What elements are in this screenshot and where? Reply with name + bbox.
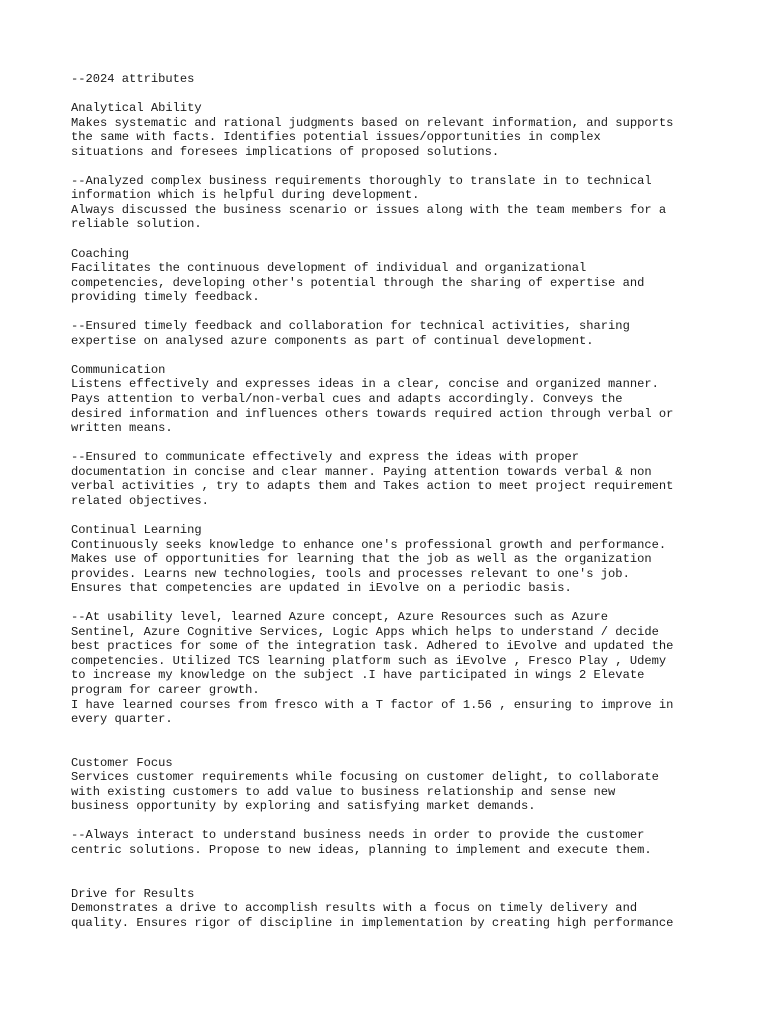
text-line: Facilitates the continuous development of individual and organizational bbox=[71, 261, 587, 276]
text-line: Services customer requirements while focusing on customer delight, to collaborate bbox=[71, 770, 659, 785]
text-line: Continual Learning bbox=[71, 522, 202, 537]
text-line: Customer Focus bbox=[71, 755, 173, 770]
text-line: the same with facts. Identifies potential issues/opportunities in complex bbox=[71, 130, 601, 145]
text-line: to increase my knowledge on the subject .I have participated in wings 2 Elevate bbox=[71, 668, 645, 683]
blank-line bbox=[71, 508, 711, 523]
text-line: provides. Learns new technologies, tools and processes relevant to one's job. bbox=[71, 566, 630, 581]
text-line: --2024 attributes bbox=[71, 72, 195, 86]
text-line: Coaching bbox=[71, 246, 130, 261]
text-line: --At usability level, learned Azure concept, Azure Resources such as Azure bbox=[71, 610, 609, 625]
text-line: --Ensured to communicate effectively and express the ideas with proper bbox=[71, 450, 580, 465]
text-line: centric solutions. Propose to new ideas, planning to implement and execute them. bbox=[71, 842, 652, 857]
text-line: Communication bbox=[71, 362, 166, 377]
text-line: related objectives. bbox=[71, 493, 209, 508]
blank-line bbox=[71, 87, 711, 102]
text-line: business opportunity by exploring and satisfying market demands. bbox=[71, 799, 536, 814]
blank-line bbox=[71, 232, 711, 247]
text-line: with existing customers to add value to business relationship and sense new bbox=[71, 784, 616, 799]
text-line: Ensures that competencies are updated in iEvolve on a periodic basis. bbox=[71, 581, 572, 596]
text-line: Always discussed the business scenario or issues along with the team members for a bbox=[71, 202, 667, 217]
blank-line bbox=[71, 596, 711, 611]
text-line: verbal activities , try to adapts them and Takes action to meet project requirement bbox=[71, 479, 674, 494]
blank-line bbox=[71, 727, 711, 742]
document-body bbox=[71, 72, 711, 930]
text-line: best practices for some of the integration task. Adhered to iEvolve and updated the bbox=[71, 639, 674, 654]
blank-line bbox=[71, 814, 711, 829]
text-line: Makes use of opportunities for learning that the job as well as the organization bbox=[71, 552, 652, 567]
text-line: Sentinel, Azure Cognitive Services, Logic Apps which helps to understand / decide bbox=[71, 624, 659, 639]
text-line: reliable solution. bbox=[71, 217, 202, 232]
text-line: situations and foresees implications of proposed solutions. bbox=[71, 144, 500, 159]
blank-line bbox=[71, 305, 711, 320]
text-line: every quarter. bbox=[71, 712, 173, 727]
text-line: Drive for Results bbox=[71, 886, 195, 901]
text-line: written means. bbox=[71, 421, 173, 436]
blank-line bbox=[71, 858, 711, 873]
text-line: desired information and influences others towards required action through verbal or bbox=[71, 406, 674, 421]
text-line: Analytical Ability bbox=[71, 101, 202, 116]
text-line: expertise on analysed azure components as part of continual development. bbox=[71, 333, 594, 348]
text-line: Continuously seeks knowledge to enhance one's professional growth and performance. bbox=[71, 537, 667, 552]
text-line: providing timely feedback. bbox=[71, 290, 260, 305]
blank-line bbox=[71, 741, 711, 756]
text-line: --Always interact to understand business needs in order to provide the customer bbox=[71, 828, 645, 843]
text-line: --Ensured timely feedback and collaboration for technical activities, sharing bbox=[71, 319, 630, 334]
text-line: Listens effectively and expresses ideas in a clear, concise and organized manner. bbox=[71, 377, 659, 392]
text-line: Demonstrates a drive to accomplish results with a focus on timely delivery and bbox=[71, 901, 638, 916]
text-line: --Analyzed complex business requirements thoroughly to translate in to technical bbox=[71, 173, 652, 188]
text-line: Pays attention to verbal/non-verbal cues and adapts accordingly. Conveys the bbox=[71, 392, 623, 407]
text-line: information which is helpful during development. bbox=[71, 188, 420, 203]
blank-line bbox=[71, 872, 711, 887]
blank-line bbox=[71, 348, 711, 363]
text-line: Makes systematic and rational judgments based on relevant information, and supports bbox=[71, 115, 674, 130]
text-line: program for career growth. bbox=[71, 682, 260, 697]
blank-line bbox=[71, 436, 711, 451]
blank-line bbox=[71, 159, 711, 174]
text-line: I have learned courses from fresco with a T factor of 1.56 , ensuring to improve in bbox=[71, 697, 674, 712]
text-line: documentation in concise and clear manner. Paying attention towards verbal & non bbox=[71, 464, 652, 479]
text-line: competencies, developing other's potential through the sharing of expertise and bbox=[71, 275, 645, 290]
text-line: competencies. Utilized TCS learning platform such as iEvolve , Fresco Play , Udemy bbox=[71, 653, 667, 668]
text-line: quality. Ensures rigor of discipline in implementation by creating high performance bbox=[71, 915, 674, 930]
